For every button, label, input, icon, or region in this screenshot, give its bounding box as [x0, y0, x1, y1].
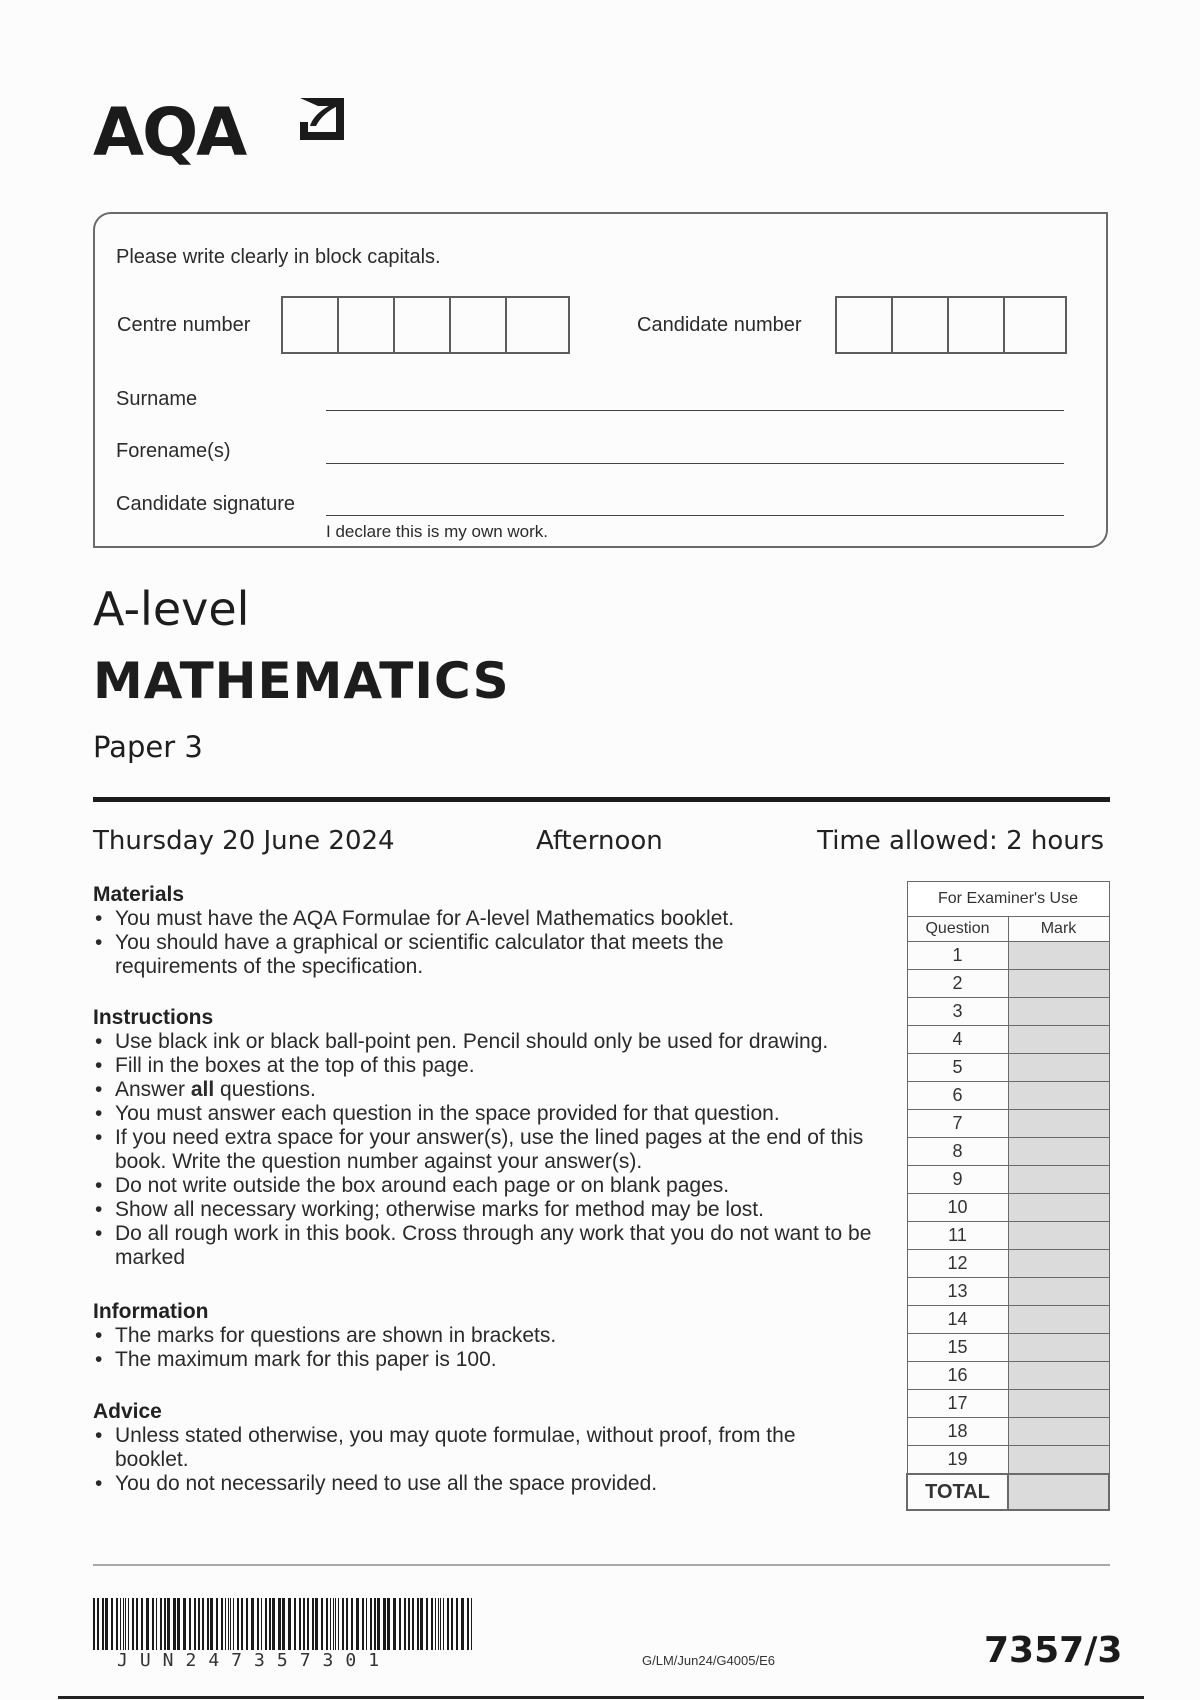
- mark-cell: [1008, 998, 1109, 1026]
- aqa-swoosh-icon: [296, 92, 348, 144]
- barcode: [93, 1598, 475, 1650]
- barcode-bar: [194, 1598, 196, 1650]
- mark-cell: [1008, 942, 1109, 970]
- subject-title: MATHEMATICS: [93, 652, 510, 710]
- examiner-table-body: [907, 942, 1109, 1475]
- barcode-bar: [237, 1598, 239, 1650]
- mark-cell: [1008, 1362, 1109, 1390]
- mark-cell: [1008, 1446, 1109, 1475]
- barcode-bar: [183, 1598, 186, 1650]
- barcode-bar: [342, 1598, 344, 1650]
- candidate-number-label: Candidate number: [637, 314, 802, 336]
- barcode-bar: [269, 1598, 271, 1650]
- centre-number-boxes[interactable]: [281, 296, 570, 354]
- barcode-bar: [123, 1598, 124, 1650]
- examiner-row: [907, 1110, 1109, 1138]
- barcode-bar: [111, 1598, 113, 1650]
- barcode-bar: [167, 1598, 170, 1650]
- barcode-bar: [426, 1598, 428, 1650]
- barcode-bar: [404, 1598, 406, 1650]
- barcode-bar: [278, 1598, 281, 1650]
- centre-number-label: Centre number: [117, 314, 251, 336]
- mark-cell: [1008, 1250, 1109, 1278]
- barcode-bar: [164, 1598, 166, 1650]
- barcode-bar: [282, 1598, 285, 1650]
- barcode-bar: [198, 1598, 200, 1650]
- barcode-bar: [272, 1598, 275, 1650]
- barcode-bar: [141, 1598, 143, 1650]
- barcode-bar: [387, 1598, 390, 1650]
- mark-cell: [1008, 1082, 1109, 1110]
- barcode-bar: [152, 1598, 154, 1650]
- barcode-bar: [366, 1598, 367, 1650]
- list-item: • Unless stated otherwise, you may quote formulae, without proof, from the booklet.: [93, 1424, 813, 1472]
- list-item: [93, 1078, 893, 1102]
- barcode-bar: [471, 1598, 472, 1650]
- materials-list: [93, 907, 793, 979]
- paper-code: 7357/3: [984, 1630, 1123, 1671]
- barcode-bar: [136, 1598, 138, 1650]
- barcode-bar: [440, 1598, 441, 1650]
- barcode-bar: [177, 1598, 180, 1650]
- barcode-bar: [128, 1598, 129, 1650]
- examiner-row: [907, 1026, 1109, 1054]
- barcode-bar: [132, 1598, 134, 1650]
- barcode-bar: [202, 1598, 204, 1650]
- examiner-row: [907, 1222, 1109, 1250]
- question-number-cell: 10: [907, 1194, 1008, 1222]
- barcode-bar: [125, 1598, 126, 1650]
- centre-number-digit[interactable]: [507, 298, 563, 352]
- examiner-row: [907, 1166, 1109, 1194]
- examiner-row: [907, 1250, 1109, 1278]
- question-number-cell: 13: [907, 1278, 1008, 1306]
- question-number-cell: 14: [907, 1306, 1008, 1334]
- barcode-bar: [160, 1598, 162, 1650]
- candidate-number-boxes[interactable]: [835, 296, 1067, 354]
- list-item: • The maximum mark for this paper is 100.: [93, 1348, 793, 1372]
- list-item: • You should have a graphical or scientific calculator that meets the requirements of the specification.: [93, 931, 793, 979]
- barcode-bar: [370, 1598, 372, 1650]
- footer-divider: [93, 1564, 1110, 1566]
- mark-cell: [1008, 1222, 1109, 1250]
- examiner-row: [907, 1334, 1109, 1362]
- barcode-bar: [447, 1598, 449, 1650]
- exam-date: Thursday 20 June 2024: [93, 826, 395, 856]
- mark-cell: [1008, 1334, 1109, 1362]
- barcode-bar: [408, 1598, 410, 1650]
- examiner-row: [907, 1082, 1109, 1110]
- mark-cell: [1008, 1278, 1109, 1306]
- barcode-bar: [456, 1598, 458, 1650]
- document-reference: G/LM/Jun24/G4005/E6: [642, 1653, 775, 1668]
- barcode-bar: [246, 1598, 248, 1650]
- forenames-field[interactable]: [326, 463, 1064, 464]
- block-capitals-instruction: Please write clearly in block capitals.: [116, 246, 441, 268]
- materials-heading: Materials: [93, 883, 185, 906]
- candidate-number-digit[interactable]: [893, 298, 949, 352]
- surname-label: Surname: [116, 388, 198, 410]
- barcode-bar: [189, 1598, 191, 1650]
- barcode-bar: [393, 1598, 396, 1650]
- barcode-bar: [312, 1598, 314, 1650]
- question-number-cell: 1: [907, 942, 1008, 970]
- barcode-bar: [326, 1598, 328, 1650]
- examiner-row: [907, 1390, 1109, 1418]
- question-number-cell: 4: [907, 1026, 1008, 1054]
- examiner-row: [907, 1362, 1109, 1390]
- examiner-row: [907, 998, 1109, 1026]
- barcode-bar: [330, 1598, 331, 1650]
- centre-number-digit[interactable]: [451, 298, 507, 352]
- barcode-bar: [294, 1598, 296, 1650]
- mark-cell: [1008, 1110, 1109, 1138]
- examiner-row: [907, 942, 1109, 970]
- question-column-header: Question: [907, 917, 1008, 942]
- list-item: • Do all rough work in this book. Cross through any work that you do not want to be marked: [93, 1222, 895, 1270]
- mark-cell: [1008, 1166, 1109, 1194]
- examiner-row: [907, 1138, 1109, 1166]
- barcode-bar: [257, 1598, 259, 1650]
- examiner-row: [907, 970, 1109, 998]
- barcode-bar: [467, 1598, 469, 1650]
- barcode-bar: [321, 1598, 323, 1650]
- examiner-row: [907, 1054, 1109, 1082]
- barcode-bar: [377, 1598, 380, 1650]
- barcode-bar: [216, 1598, 218, 1650]
- list-item: • You do not necessarily need to use all the space provided.: [93, 1472, 813, 1496]
- barcode-bar: [417, 1598, 419, 1650]
- examiner-row: [907, 1306, 1109, 1334]
- candidate-number-digit[interactable]: [1005, 298, 1061, 352]
- list-item: • Do not write outside the box around each page or on blank pages.: [93, 1174, 893, 1198]
- barcode-bar: [346, 1598, 348, 1650]
- barcode-bar: [93, 1598, 95, 1650]
- barcode-bar: [233, 1598, 234, 1650]
- list-item: • Fill in the boxes at the top of this page.: [93, 1054, 893, 1078]
- barcode-bar: [97, 1598, 99, 1650]
- centre-number-digit[interactable]: [339, 298, 395, 352]
- barcode-bar: [399, 1598, 401, 1650]
- barcode-bar: [362, 1598, 364, 1650]
- barcode-bar: [338, 1598, 339, 1650]
- barcode-bar: [335, 1598, 336, 1650]
- information-heading: Information: [93, 1300, 209, 1323]
- question-number-cell: 17: [907, 1390, 1008, 1418]
- examiner-use-table: [906, 881, 1110, 1511]
- barcode-bar: [333, 1598, 334, 1650]
- signature-field[interactable]: [326, 515, 1064, 516]
- barcode-digits: JUN247357301: [117, 1650, 392, 1671]
- list-item: • If you need extra space for your answer(s), use the lined pages at the end of this book. Write the question number against your answer(s).: [93, 1126, 875, 1174]
- time-allowed: Time allowed: 2 hours: [817, 826, 1104, 856]
- question-number-cell: 15: [907, 1334, 1008, 1362]
- barcode-bar: [228, 1598, 229, 1650]
- question-number-cell: 6: [907, 1082, 1008, 1110]
- question-number-cell: 18: [907, 1418, 1008, 1446]
- barcode-bar: [438, 1598, 439, 1650]
- barcode-bar: [461, 1598, 464, 1650]
- barcode-bar: [451, 1598, 453, 1650]
- mark-cell: [1008, 1054, 1109, 1082]
- centre-number-digit[interactable]: [395, 298, 451, 352]
- barcode-bar: [116, 1598, 118, 1650]
- barcode-bar: [315, 1598, 318, 1650]
- barcode-bar: [435, 1598, 436, 1650]
- total-mark-cell: [1008, 1474, 1109, 1510]
- question-number-cell: 3: [907, 998, 1008, 1026]
- barcode-bar: [351, 1598, 353, 1650]
- examiner-row: [907, 1446, 1109, 1475]
- mark-cell: [1008, 1026, 1109, 1054]
- examiner-row: [907, 1194, 1109, 1222]
- barcode-bar: [105, 1598, 108, 1650]
- examiner-use-title: For Examiner's Use: [907, 882, 1109, 917]
- barcode-bar: [221, 1598, 223, 1650]
- barcode-bar: [431, 1598, 433, 1650]
- barcode-bar: [356, 1598, 359, 1650]
- mark-cell: [1008, 1138, 1109, 1166]
- barcode-bar: [210, 1598, 213, 1650]
- signature-label: Candidate signature: [116, 493, 296, 515]
- mark-cell: [1008, 1306, 1109, 1334]
- list-item: • You must answer each question in the space provided for that question.: [93, 1102, 893, 1126]
- barcode-bar: [120, 1598, 121, 1650]
- barcode-bar: [443, 1598, 444, 1650]
- candidate-number-digit[interactable]: [837, 298, 893, 352]
- barcode-bar: [241, 1598, 243, 1650]
- mark-column-header: Mark: [1008, 917, 1109, 942]
- question-number-cell: 8: [907, 1138, 1008, 1166]
- exam-session: Afternoon: [536, 826, 663, 856]
- barcode-bar: [288, 1598, 291, 1650]
- barcode-bar: [251, 1598, 254, 1650]
- list-item: • Show all necessary working; otherwise marks for method may be lost.: [93, 1198, 893, 1222]
- instructions-heading: Instructions: [93, 1006, 214, 1029]
- barcode-bar: [102, 1598, 104, 1650]
- barcode-bar: [230, 1598, 231, 1650]
- centre-number-digit[interactable]: [283, 298, 339, 352]
- list-item: • Use black ink or black ball-point pen. Pencil should only be used for drawing.: [93, 1030, 893, 1054]
- question-number-cell: 11: [907, 1222, 1008, 1250]
- mark-cell: [1008, 1390, 1109, 1418]
- total-label: TOTAL: [907, 1474, 1008, 1510]
- surname-field[interactable]: [326, 410, 1064, 411]
- barcode-bar: [156, 1598, 157, 1650]
- examiner-row: [907, 1418, 1109, 1446]
- barcode-bar: [383, 1598, 386, 1650]
- page-bottom-rule: [58, 1696, 1144, 1699]
- barcode-bar: [225, 1598, 226, 1650]
- question-number-cell: 7: [907, 1110, 1008, 1138]
- barcode-bar: [261, 1598, 262, 1650]
- barcode-bar: [303, 1598, 305, 1650]
- question-number-cell: 5: [907, 1054, 1008, 1082]
- question-number-cell: 19: [907, 1446, 1008, 1475]
- barcode-bar: [299, 1598, 301, 1650]
- aqa-logo: AQA: [93, 94, 246, 171]
- examiner-row: [907, 1278, 1109, 1306]
- question-number-cell: 12: [907, 1250, 1008, 1278]
- question-number-cell: 16: [907, 1362, 1008, 1390]
- advice-list: [93, 1424, 813, 1496]
- barcode-bar: [146, 1598, 149, 1650]
- barcode-bar: [374, 1598, 376, 1650]
- barcode-bar: [207, 1598, 209, 1650]
- list-item: • The marks for questions are shown in brackets.: [93, 1324, 793, 1348]
- instructions-list: [93, 1030, 893, 1270]
- barcode-bar: [307, 1598, 309, 1650]
- declaration-text: I declare this is my own work.: [326, 522, 549, 541]
- barcode-bar: [173, 1598, 176, 1650]
- emphasis-all: all: [190, 1078, 215, 1101]
- question-number-cell: 9: [907, 1166, 1008, 1194]
- list-item: • You must have the AQA Formulae for A-level Mathematics booklet.: [93, 907, 793, 931]
- mark-cell: [1008, 1418, 1109, 1446]
- forenames-label: Forename(s): [116, 440, 231, 462]
- barcode-bar: [412, 1598, 414, 1650]
- qualification-level: A-level: [93, 582, 250, 636]
- paper-number: Paper 3: [93, 730, 203, 764]
- information-list: [93, 1324, 793, 1372]
- title-divider: [93, 797, 1110, 802]
- barcode-bar: [265, 1598, 267, 1650]
- list-item-text: Answer all questions.: [115, 1078, 316, 1101]
- candidate-number-digit[interactable]: [949, 298, 1005, 352]
- barcode-bar: [420, 1598, 423, 1650]
- mark-cell: [1008, 970, 1109, 998]
- mark-cell: [1008, 1194, 1109, 1222]
- question-number-cell: 2: [907, 970, 1008, 998]
- advice-heading: Advice: [93, 1400, 162, 1423]
